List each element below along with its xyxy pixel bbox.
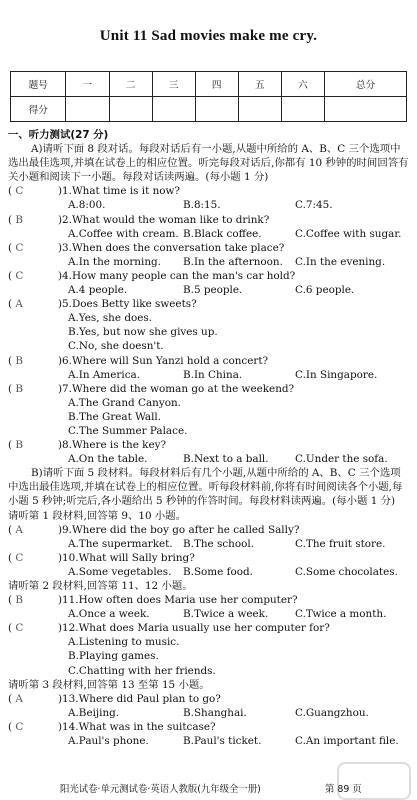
option-row: [8, 537, 410, 551]
answer-mark: A: [15, 523, 23, 536]
option[interactable]: C.Coffee with sugar.: [295, 227, 402, 240]
score-header: 总分: [324, 72, 406, 97]
question-stem: )2.What would the woman like to drink?: [58, 213, 270, 226]
option[interactable]: B.Some food.: [183, 565, 253, 578]
question-row: [8, 720, 410, 734]
question-stem: )9.Where did the boy go after he called Sally?: [58, 523, 300, 536]
option[interactable]: A.Listening to music.: [68, 636, 180, 649]
option[interactable]: C.Some chocolates.: [295, 565, 398, 578]
page-number: 第 89 页: [325, 784, 362, 795]
question-row: [8, 241, 410, 255]
option-row: [8, 255, 410, 269]
option[interactable]: C.In Singapore.: [295, 368, 378, 381]
question-row: [8, 621, 410, 635]
option[interactable]: C.No, she doesn't.: [68, 340, 164, 353]
answer-mark: B: [15, 213, 23, 226]
option[interactable]: C.The Summer Palace.: [68, 424, 188, 437]
answer-bracket[interactable]: ( A: [8, 298, 23, 311]
answer-mark: B: [15, 594, 23, 607]
material-note: 请听第 1 段材料,回答第 9、10 小题。: [8, 509, 187, 522]
option[interactable]: A.In the morning.: [68, 255, 161, 268]
question-stem: )14.What was in the suitcase?: [58, 720, 216, 733]
option[interactable]: B.Twice a week.: [183, 608, 269, 621]
option[interactable]: C.Guangzhou.: [295, 706, 369, 719]
option[interactable]: B.Paul's ticket.: [183, 735, 262, 748]
option-row: [8, 565, 410, 579]
material-note: 请听第 3 段材料,回答第 13 至第 15 小题。: [8, 678, 210, 691]
option[interactable]: A.Paul's phone.: [68, 735, 149, 748]
score-cell[interactable]: [195, 97, 238, 122]
score-header: 一: [66, 72, 109, 97]
question-row: [8, 354, 410, 368]
question-stem: )5.Does Betty like sweets?: [58, 298, 197, 311]
question-row: [8, 269, 410, 283]
question-stem: )4.How many people can the man's car hold?: [58, 269, 296, 282]
option[interactable]: A.On the table.: [68, 453, 148, 466]
option[interactable]: C.Under the sofa.: [295, 453, 388, 466]
option[interactable]: B.Yes, but now she gives up.: [68, 326, 218, 339]
question-row: [8, 692, 410, 706]
option[interactable]: B.The school.: [183, 537, 254, 550]
material-note: 请听第 2 段材料,回答第 11、12 小题。: [8, 580, 193, 592]
option-row: [8, 607, 410, 621]
question-stem: )6.Where will Sun Yanzi hold a concert?: [58, 354, 269, 367]
option[interactable]: B.In China.: [183, 368, 243, 381]
option[interactable]: A.The supermarket.: [68, 537, 173, 550]
option[interactable]: C.In the evening.: [295, 255, 386, 268]
answer-bracket[interactable]: ( C: [8, 269, 24, 282]
listening-section: [8, 128, 410, 748]
score-cell[interactable]: [66, 97, 109, 122]
option[interactable]: B.Next to a ball.: [183, 453, 269, 466]
question-stem: )13.Where did Paul plan to go?: [58, 692, 221, 705]
answer-bracket[interactable]: ( C: [8, 622, 24, 635]
answer-mark: A: [15, 692, 23, 705]
option[interactable]: C.6 people.: [295, 284, 355, 297]
score-cell[interactable]: [238, 97, 281, 122]
answer-mark: B: [15, 382, 23, 395]
question-stem: )11.How often does Maria use her computer?: [58, 594, 298, 607]
option-row: [8, 706, 410, 720]
score-header-row: [11, 72, 407, 97]
section-heading: 一、听力测试(27 分): [8, 129, 109, 141]
option-row: [8, 734, 410, 748]
page-title: Unit 11 Sad movies make me cry.: [99, 28, 318, 44]
score-header: 四: [195, 72, 238, 97]
answer-bracket[interactable]: ( A: [8, 523, 23, 536]
score-row: [11, 97, 407, 122]
answer-bracket[interactable]: ( C: [8, 185, 24, 198]
question-stem: )7.Where did the woman go at the weekend?: [58, 382, 295, 395]
option-row: [8, 283, 410, 297]
part-a-instructions: A)请听下面 8 段对话。每段对话后有一小题,从题中所给的 A、B、C 三个选项中选出最佳选项,并填在试卷上的相应位置。听完每段对话后,你都有 10 秒钟的时间回答有关小题和阅读下一小题。每段对话读两遍。(每小题 1 分): [8, 143, 409, 184]
option[interactable]: A.In America.: [68, 368, 141, 381]
score-table: [10, 71, 407, 122]
option[interactable]: B.In the afternoon.: [183, 255, 283, 268]
question-row: [8, 551, 410, 565]
part-b-instructions: B)请听下面 5 段材料。每段材料后有几个小题,从题中所给的 A、B、C 三个选项中选出最佳选项,并填在试卷上的相应位置。听每段材料前,你将有时间阅读各个小题,每小题 5 秒钟;听完后,各小题给出 5 秒钟的作答时间。每段材料读两遍。(每小题 1 分): [8, 467, 403, 508]
option[interactable]: B.Shanghai.: [183, 706, 247, 719]
option[interactable]: A.The Grand Canyon.: [68, 396, 181, 409]
question-list-b: [8, 509, 410, 749]
option[interactable]: B.Black coffee.: [183, 227, 262, 240]
option[interactable]: B.Playing games.: [68, 650, 159, 663]
answer-mark: C: [15, 622, 24, 635]
score-row-label: 得分: [11, 97, 66, 122]
score-header: 六: [281, 72, 324, 97]
question-stem: )10.What will Sally bring?: [58, 551, 195, 564]
answer-mark: B: [15, 354, 23, 367]
score-cell[interactable]: [281, 97, 324, 122]
option[interactable]: A.Coffee with cream.: [68, 227, 179, 240]
answer-mark: A: [15, 298, 23, 311]
option[interactable]: B.5 people.: [183, 284, 243, 297]
question-stem: )12.What does Maria usually use her computer for?: [58, 622, 330, 635]
option[interactable]: A.Beijing.: [68, 706, 120, 719]
score-header: 五: [238, 72, 281, 97]
score-cell[interactable]: [324, 97, 406, 122]
question-stem: )8.Where is the key?: [58, 439, 167, 452]
question-row: [8, 213, 410, 227]
option-row: [8, 227, 410, 241]
answer-mark: C: [15, 185, 24, 198]
watermark-logo: [337, 762, 411, 800]
footer-text: 阳光试卷·单元测试卷·英语人教版(九年级全一册): [60, 784, 261, 795]
option[interactable]: C.Chatting with her friends.: [68, 664, 216, 677]
option[interactable]: B.The Great Wall.: [68, 410, 162, 423]
question-row: [8, 523, 410, 537]
score-header: 二: [109, 72, 152, 97]
answer-bracket[interactable]: ( B: [8, 594, 23, 607]
answer-mark: B: [15, 439, 23, 452]
answer-bracket[interactable]: ( C: [8, 241, 24, 254]
answer-mark: C: [15, 551, 24, 564]
option-row: [8, 368, 410, 382]
score-header: 题号: [11, 72, 66, 97]
option[interactable]: C.7:45.: [295, 199, 333, 212]
option[interactable]: A.Some vegetables.: [68, 565, 172, 578]
option[interactable]: A.8:00.: [68, 199, 106, 212]
question-row: [8, 438, 410, 452]
answer-bracket[interactable]: ( B: [8, 382, 23, 395]
answer-mark: C: [15, 269, 24, 282]
score-header: 三: [152, 72, 195, 97]
option[interactable]: A.4 people.: [68, 284, 128, 297]
question-stem: )1.What time is it now?: [58, 185, 180, 198]
option[interactable]: C.The fruit store.: [295, 537, 386, 550]
answer-bracket[interactable]: ( C: [8, 720, 24, 733]
answer-bracket[interactable]: ( B: [8, 354, 23, 367]
option[interactable]: B.8:15.: [183, 199, 221, 212]
answer-mark: C: [15, 720, 24, 733]
answer-bracket[interactable]: ( B: [8, 439, 23, 452]
option[interactable]: C.Twice a month.: [295, 608, 387, 621]
answer-bracket[interactable]: ( B: [8, 213, 23, 226]
answer-mark: C: [15, 241, 24, 254]
option-row: [8, 198, 410, 212]
answer-bracket[interactable]: ( C: [8, 551, 24, 564]
option-row: [8, 452, 410, 466]
score-cell[interactable]: [152, 97, 195, 122]
score-cell[interactable]: [109, 97, 152, 122]
question-row: [8, 593, 410, 607]
question-stem: )3.When does the conversation take place?: [58, 241, 285, 254]
question-row: [8, 297, 410, 311]
option[interactable]: A.Once a week.: [68, 608, 150, 621]
question-row: [8, 382, 410, 396]
answer-bracket[interactable]: ( A: [8, 692, 23, 705]
option[interactable]: C.An important file.: [295, 735, 399, 748]
question-list-a: [8, 184, 410, 466]
option[interactable]: A.Yes, she does.: [68, 312, 153, 325]
question-row: [8, 184, 410, 198]
